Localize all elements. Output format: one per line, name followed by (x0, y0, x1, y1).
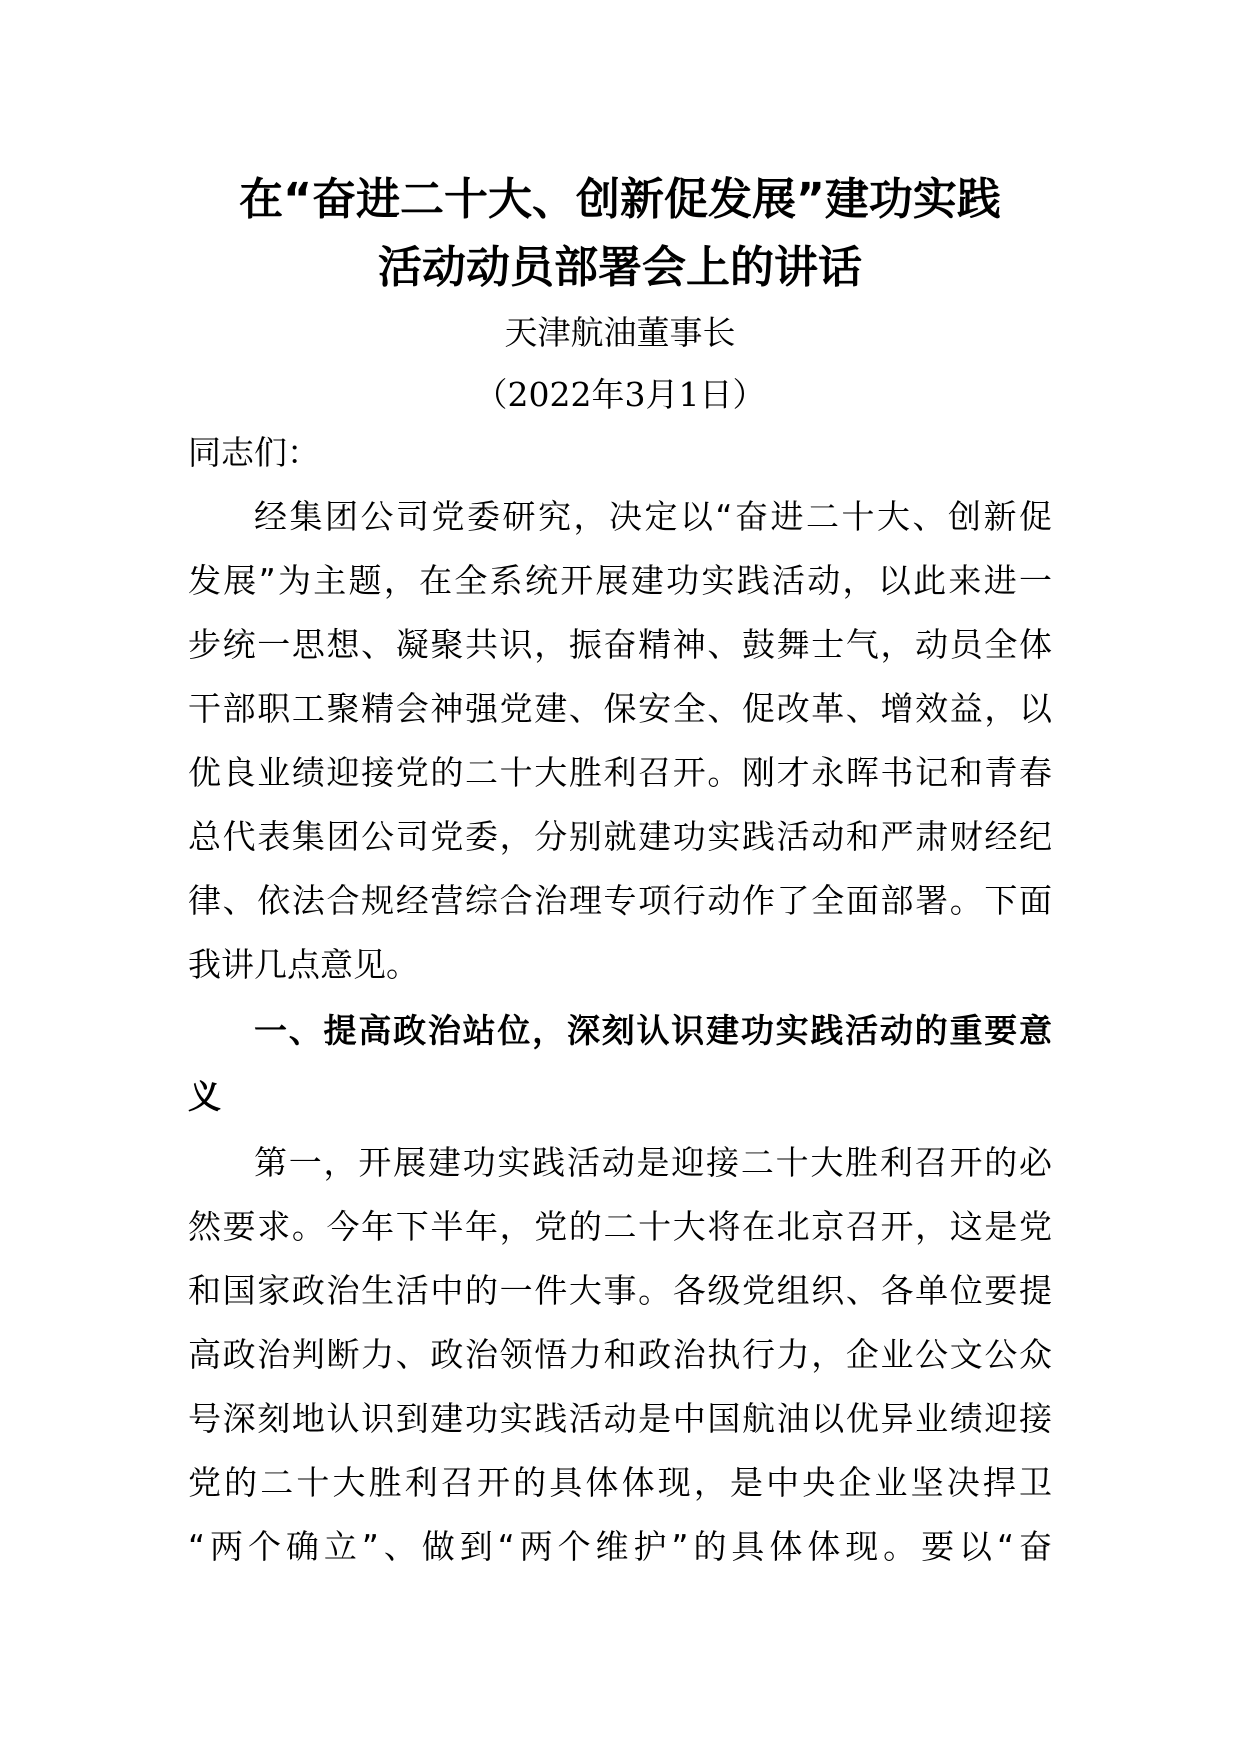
author-line: 天津航油董事长 (504, 313, 736, 352)
body-line: 经集团公司党委研究，决定以“奋进二十大、创新促 (254, 497, 1052, 536)
salutation: 同志们： (188, 433, 320, 472)
section-heading: 义 (188, 1077, 221, 1116)
body-line: 发展”为主题，在全系统开展建功实践活动，以此来进一 (188, 561, 1052, 600)
date-line: （2022年3月1日） (474, 375, 766, 414)
body-line: “两个确立”、做到“两个维护”的具体体现。要以“奋 (188, 1527, 1052, 1566)
document-title-line-2: 活动动员部署会上的讲话 (378, 242, 862, 293)
body-line: 党的二十大胜利召开的具体体现，是中央企业坚决捍卫 (188, 1463, 1052, 1502)
section-heading: 一、提高政治站位，深刻认识建功实践活动的重要意 (254, 1011, 1052, 1050)
body-line: 和国家政治生活中的一件大事。各级党组织、各单位要提 (188, 1271, 1052, 1310)
body-line: 号深刻地认识到建功实践活动是中国航油以优异业绩迎接 (188, 1399, 1052, 1438)
body-line: 步统一思想、凝聚共识，振奋精神、鼓舞士气，动员全体 (188, 625, 1052, 664)
document-title-line-1: 在“奋进二十大、创新促发展”建功实践 (239, 174, 1001, 225)
body-line: 总代表集团公司党委，分别就建功实践活动和严肃财经纪 (188, 817, 1052, 856)
body-line: 优良业绩迎接党的二十大胜利召开。刚才永晖书记和青春 (188, 753, 1052, 792)
body-line: 干部职工聚精会神强党建、保安全、促改革、增效益，以 (188, 689, 1052, 728)
body-line: 律、依法合规经营综合治理专项行动作了全面部署。下面 (188, 881, 1052, 920)
body-line: 高政治判断力、政治领悟力和政治执行力，企业公文公众 (188, 1335, 1052, 1374)
body-line: 然要求。今年下半年，党的二十大将在北京召开，这是党 (188, 1207, 1052, 1246)
body-line: 我讲几点意见。 (188, 945, 419, 984)
body-line: 第一，开展建功实践活动是迎接二十大胜利召开的必 (254, 1143, 1052, 1182)
